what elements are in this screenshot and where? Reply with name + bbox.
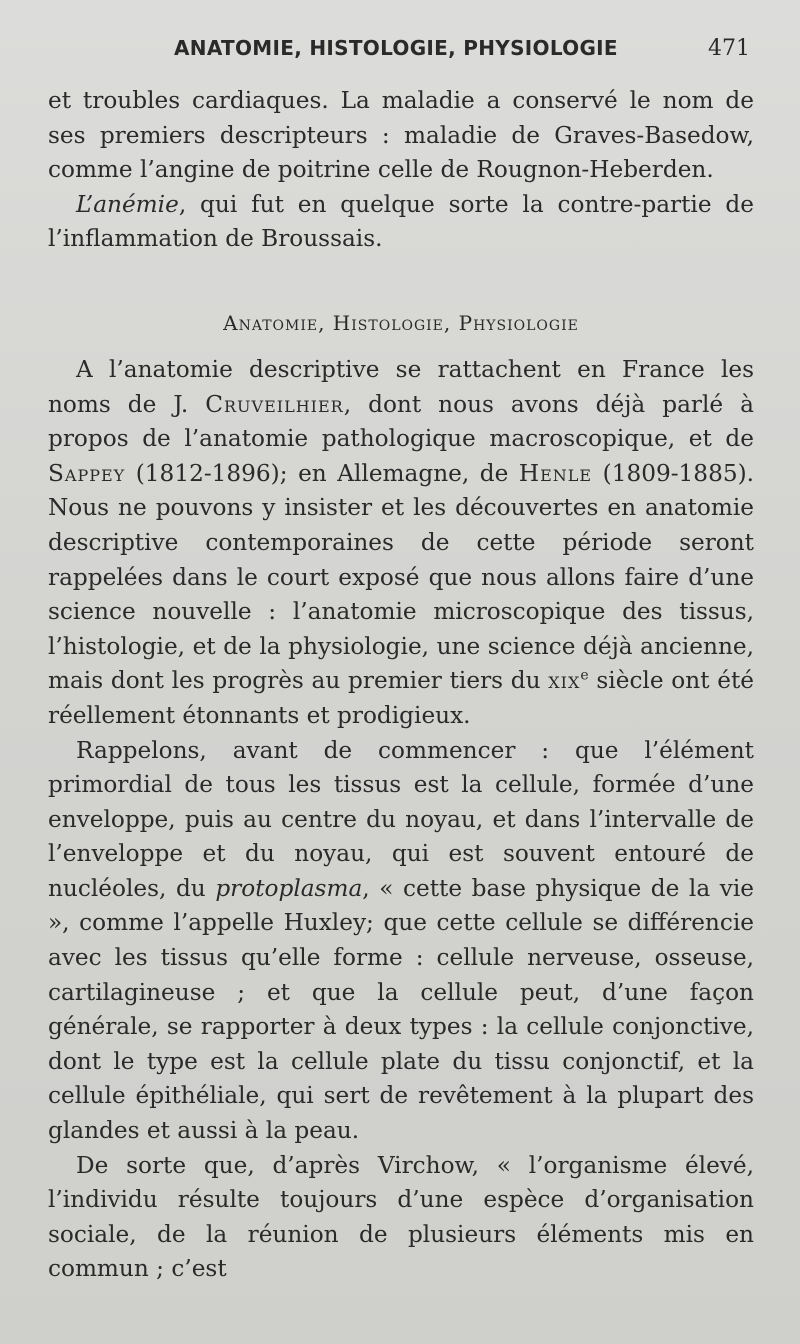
author-name-cruveilhier: Cruveilhier	[205, 390, 344, 418]
paragraph-3-text-3: (1812-1896); en Allemagne, de	[125, 459, 519, 487]
page-number: 471	[708, 36, 750, 61]
paragraph-2-italic: L’anémie	[76, 190, 179, 218]
paragraph-4-italic: protoplasma	[215, 874, 363, 902]
paragraph-2	[48, 188, 754, 257]
running-title: ANATOMIE, HISTOLOGIE, PHYSIOLOGIE	[174, 36, 618, 60]
paragraph-2-text: , qui fut en quelque sorte la contre-partie de l’inflammation de Broussais.	[48, 190, 754, 253]
century-numeral: xix	[548, 667, 581, 695]
paragraph-3-text-1: A l’anatomie descriptive se rattachent en France les noms de J.	[48, 355, 754, 418]
paragraph-4-text-1: Rappelons, avant de commencer : que l’élément primordial de tous les tissus est la cellule, formée d’une enveloppe, puis au centre du noyau, et dans l’intervalle de l’enveloppe et du noyau, qui est souvent entouré de nucléoles, du	[48, 736, 754, 902]
paragraph-1: et troubles cardiaques. La maladie a conservé le nom de ses premiers descripteurs : maladie de Graves-Basedow, comme l’angine de poitrine celle de Rougnon-Heberden.	[48, 87, 754, 184]
paragraph-4	[48, 734, 754, 1149]
paragraph-5: De sorte que, d’après Virchow, « l’organisme élevé, l’individu résulte toujours d’une espèce d’organisation sociale, de la réunion de plusieurs éléments mis en commun ; c’est	[48, 1151, 754, 1283]
paragraph-3-text-4: (1809-1885). Nous ne pouvons y insister et les découvertes en anatomie descriptive contemporaines de cette période seront rappelées dans le court exposé que nous allons faire d’une science nouvelle : l’anatomie microscopique des tissus, l’histologie, et de la physiologie, une science déjà ancienne, mais dont les progrès au premier tiers du	[48, 459, 754, 695]
page-body	[48, 84, 754, 1287]
page-header	[0, 34, 800, 64]
section-heading: Anatomie, Histologie, Physiologie	[223, 310, 579, 335]
paragraph-3-text-2: , dont nous avons déjà parlé à propos de l’anatomie pathologique macroscopique, et de	[48, 390, 754, 453]
author-name-sappey: Sappey	[48, 459, 126, 487]
paragraph-4-text-2: , « cette base physique de la vie », comme l’appelle Huxley; que cette cellule se différencie avec les tissus qu’elle forme : cellule nerveuse, osseuse, cartilagineuse ; et que la cellule peut, d’une façon générale, se rapporter à deux types : la cellule conjonctive, dont le type est la cellule plate du tissu conjonctif, et la cellule épithéliale, qui sert de revêtement à la plupart des glandes et aussi à la peau.	[48, 874, 754, 1145]
author-name-henle: Henle	[518, 459, 593, 487]
paragraph-3-text-5: siècle ont été réellement étonnants et prodigieux.	[48, 667, 754, 729]
paragraph-3	[48, 353, 754, 734]
century-superscript: e	[580, 667, 589, 684]
